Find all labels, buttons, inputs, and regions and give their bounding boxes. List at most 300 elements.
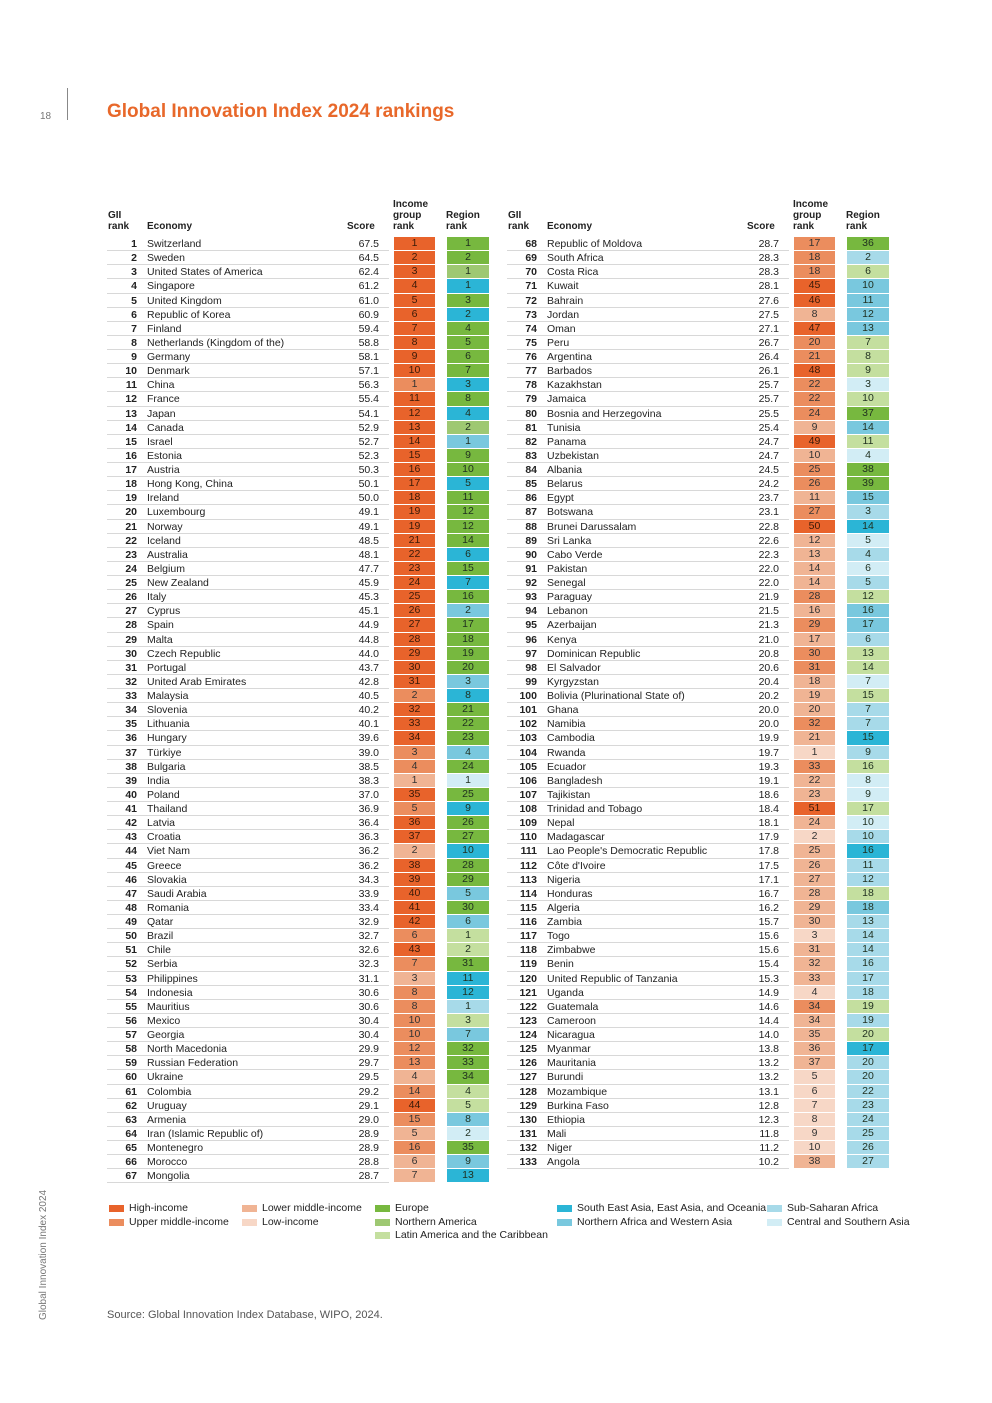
score-cell: 13.1: [758, 1085, 779, 1098]
income-rank-cell: 22: [794, 774, 835, 787]
region-rank-cell: 34: [447, 1070, 489, 1083]
economy-cell: Spain: [147, 619, 174, 632]
income-rank-cell: 48: [794, 364, 835, 377]
legend-swatch: [375, 1232, 390, 1239]
income-rank-cell: 30: [794, 915, 835, 928]
table-row: [507, 647, 889, 661]
region-rank-cell: 7: [447, 1028, 489, 1041]
table-row: [507, 477, 889, 491]
gii-rank-cell: 54: [125, 986, 137, 999]
gii-rank-cell: 109: [519, 817, 537, 830]
income-rank-cell: 44: [394, 1099, 435, 1112]
gii-rank-cell: 88: [525, 520, 537, 533]
header-region-rank: Region rank: [446, 210, 480, 232]
score-cell: 32.7: [358, 930, 379, 943]
table-row: [507, 463, 889, 477]
region-rank-cell: 36: [847, 237, 889, 250]
economy-cell: Cabo Verde: [547, 548, 603, 561]
economy-cell: Mauritius: [147, 1000, 190, 1013]
region-rank-cell: 9: [447, 802, 489, 815]
income-rank-cell: 30: [394, 661, 435, 674]
region-rank-cell: 20: [447, 661, 489, 674]
gii-rank-cell: 31: [125, 661, 137, 674]
economy-cell: Uganda: [547, 986, 584, 999]
table-row: [107, 703, 489, 717]
region-rank-cell: 9: [847, 788, 889, 801]
gii-rank-cell: 91: [525, 562, 537, 575]
region-rank-cell: 3: [447, 294, 489, 307]
income-rank-cell: 14: [794, 576, 835, 589]
gii-rank-cell: 83: [525, 449, 537, 462]
gii-rank-cell: 47: [125, 887, 137, 900]
table-row: [107, 788, 489, 802]
economy-cell: Qatar: [147, 916, 174, 928]
table-row: [507, 534, 889, 548]
table-row: [507, 251, 889, 265]
table-row: [507, 816, 889, 830]
table-row: [507, 901, 889, 915]
score-cell: 21.3: [758, 619, 779, 632]
table-row: [107, 265, 489, 279]
table-row: [107, 590, 489, 604]
legend-label: South East Asia, East Asia, and Oceania: [577, 1202, 767, 1214]
region-rank-cell: 4: [447, 746, 489, 759]
region-rank-cell: 9: [447, 1155, 489, 1168]
income-rank-cell: 37: [794, 1056, 835, 1069]
score-cell: 30.6: [358, 1000, 379, 1013]
table-row: [107, 350, 489, 364]
gii-rank-cell: 5: [131, 294, 137, 307]
region-rank-cell: 19: [847, 1000, 889, 1013]
economy-cell: Thailand: [147, 803, 188, 815]
economy-cell: Estonia: [147, 449, 183, 462]
score-cell: 20.8: [758, 647, 779, 660]
table-row: [107, 1028, 489, 1042]
table-row: [107, 520, 489, 534]
region-rank-cell: 5: [847, 576, 889, 589]
economy-cell: Oman: [547, 322, 576, 335]
gii-rank-cell: 23: [125, 548, 137, 561]
income-rank-cell: 16: [394, 1141, 435, 1154]
income-rank-cell: 51: [794, 802, 835, 815]
score-cell: 28.3: [758, 252, 779, 265]
score-cell: 62.4: [358, 266, 379, 279]
region-rank-cell: 11: [847, 435, 889, 448]
table-row: [507, 986, 889, 1000]
score-cell: 57.1: [358, 365, 379, 378]
region-rank-cell: 32: [447, 1042, 489, 1055]
income-rank-cell: 19: [794, 689, 835, 702]
economy-cell: Belgium: [147, 562, 185, 575]
score-cell: 20.4: [758, 675, 779, 688]
economy-cell: Poland: [147, 788, 180, 801]
score-cell: 30.4: [358, 1029, 379, 1041]
region-rank-cell: 15: [847, 689, 889, 702]
economy-cell: Namibia: [547, 718, 586, 731]
score-cell: 33.9: [358, 887, 379, 900]
region-rank-cell: 12: [447, 520, 489, 533]
table-row: [107, 407, 489, 421]
income-rank-cell: 12: [394, 407, 435, 420]
region-rank-cell: 27: [847, 1155, 889, 1168]
region-rank-cell: 13: [847, 647, 889, 660]
region-rank-cell: 1: [447, 279, 489, 292]
table-row: [107, 1099, 489, 1113]
economy-cell: Lao People's Democratic Republic: [547, 845, 708, 858]
score-cell: 61.0: [358, 294, 379, 307]
region-rank-cell: 10: [447, 844, 489, 857]
gii-rank-cell: 27: [125, 605, 137, 618]
region-rank-cell: 5: [447, 1099, 489, 1112]
economy-cell: Dominican Republic: [547, 647, 641, 660]
income-rank-cell: 39: [394, 873, 435, 886]
region-rank-cell: 12: [847, 873, 889, 886]
gii-rank-cell: 103: [519, 732, 537, 745]
income-rank-cell: 14: [394, 1085, 435, 1098]
income-rank-cell: 26: [794, 859, 835, 872]
economy-cell: Czech Republic: [147, 647, 221, 660]
table-row: [507, 308, 889, 322]
region-rank-cell: 10: [847, 830, 889, 843]
score-cell: 18.4: [758, 803, 779, 815]
table-row: [507, 760, 889, 774]
table-row: [507, 1127, 889, 1141]
gii-rank-cell: 2: [131, 252, 137, 265]
economy-cell: Tunisia: [547, 421, 581, 434]
gii-rank-cell: 123: [519, 1014, 537, 1027]
table-row: [107, 661, 489, 675]
table-row: [107, 378, 489, 392]
region-rank-cell: 8: [447, 689, 489, 702]
gii-rank-cell: 57: [125, 1029, 137, 1041]
economy-cell: Niger: [547, 1142, 573, 1154]
table-row: [107, 435, 489, 449]
region-rank-cell: 2: [847, 251, 889, 264]
economy-cell: Netherlands (Kingdom of the): [147, 336, 285, 349]
score-cell: 30.6: [358, 986, 379, 999]
gii-rank-cell: 39: [125, 774, 137, 787]
score-cell: 11.8: [759, 1127, 779, 1140]
gii-rank-cell: 7: [131, 322, 137, 335]
region-rank-cell: 5: [447, 336, 489, 349]
income-rank-cell: 10: [394, 1028, 435, 1041]
region-rank-cell: 17: [847, 802, 889, 815]
table-row: [507, 520, 889, 534]
income-rank-cell: 34: [794, 1000, 835, 1013]
income-rank-cell: 1: [394, 378, 435, 391]
income-rank-cell: 18: [794, 675, 835, 688]
region-rank-cell: 26: [447, 816, 489, 829]
region-rank-cell: 1: [447, 435, 489, 448]
income-rank-cell: 26: [794, 477, 835, 490]
income-rank-cell: 34: [394, 731, 435, 744]
economy-cell: Brazil: [147, 930, 174, 943]
economy-cell: Senegal: [547, 577, 586, 589]
table-row: [507, 830, 889, 844]
legend-swatch: [109, 1219, 124, 1226]
table-row: [107, 1113, 489, 1127]
score-cell: 58.1: [358, 351, 379, 363]
economy-cell: Bahrain: [547, 294, 584, 307]
region-rank-cell: 1: [447, 929, 489, 942]
economy-cell: Mexico: [147, 1014, 181, 1027]
region-rank-cell: 9: [847, 746, 889, 759]
income-rank-cell: 2: [394, 251, 435, 264]
table-row: [107, 901, 489, 915]
score-cell: 50.1: [358, 478, 379, 491]
region-rank-cell: 18: [447, 633, 489, 646]
region-rank-cell: 39: [847, 477, 889, 490]
region-rank-cell: 7: [847, 717, 889, 730]
region-rank-cell: 7: [847, 675, 889, 688]
table-row: [507, 505, 889, 519]
gii-rank-cell: 131: [519, 1127, 537, 1140]
region-rank-cell: 15: [447, 562, 489, 575]
table-row: [107, 859, 489, 873]
gii-rank-cell: 24: [125, 562, 137, 575]
region-rank-cell: 4: [447, 1085, 489, 1098]
region-rank-cell: 9: [447, 449, 489, 462]
region-rank-cell: 28: [447, 859, 489, 872]
table-row: [107, 449, 489, 463]
gii-rank-cell: 64: [125, 1127, 137, 1140]
income-rank-cell: 27: [394, 618, 435, 631]
economy-cell: Mali: [547, 1127, 567, 1140]
gii-rank-cell: 79: [525, 393, 537, 406]
income-rank-cell: 21: [394, 534, 435, 547]
score-cell: 37.0: [358, 788, 379, 801]
economy-cell: Algeria: [547, 901, 580, 914]
table-row: [507, 322, 889, 336]
gii-rank-cell: 125: [519, 1043, 537, 1056]
economy-cell: Ethiopia: [547, 1113, 585, 1126]
region-rank-cell: 13: [847, 915, 889, 928]
economy-cell: South Africa: [547, 252, 604, 265]
gii-rank-cell: 81: [525, 421, 537, 434]
region-rank-cell: 17: [847, 1042, 889, 1055]
table-row: [107, 943, 489, 957]
score-cell: 27.1: [758, 322, 779, 335]
income-rank-cell: 20: [794, 336, 835, 349]
income-rank-cell: 40: [394, 887, 435, 900]
score-cell: 44.8: [358, 633, 379, 646]
economy-cell: Georgia: [147, 1029, 185, 1041]
table-header: [107, 198, 489, 237]
gii-rank-cell: 102: [519, 718, 537, 731]
table-row: [107, 957, 489, 971]
table-row: [107, 463, 489, 477]
income-rank-cell: 9: [394, 350, 435, 363]
region-rank-cell: 11: [447, 972, 489, 985]
gii-rank-cell: 6: [131, 308, 137, 321]
region-rank-cell: 14: [447, 534, 489, 547]
gii-rank-cell: 86: [525, 492, 537, 505]
region-rank-cell: 22: [847, 1085, 889, 1098]
gii-rank-cell: 85: [525, 478, 537, 491]
score-cell: 26.7: [758, 336, 779, 349]
score-cell: 60.9: [358, 308, 379, 321]
gii-rank-cell: 35: [125, 718, 137, 731]
gii-rank-cell: 99: [525, 675, 537, 688]
score-cell: 49.1: [358, 520, 379, 533]
income-rank-cell: 13: [394, 1056, 435, 1069]
region-rank-cell: 16: [847, 957, 889, 970]
economy-cell: Myanmar: [547, 1043, 591, 1056]
score-cell: 25.7: [758, 393, 779, 406]
score-cell: 14.4: [758, 1014, 779, 1027]
header-income-rank: Income group rank: [393, 199, 429, 232]
economy-cell: Jamaica: [547, 393, 587, 406]
income-rank-cell: 21: [794, 731, 835, 744]
region-rank-cell: 14: [847, 421, 889, 434]
page-number: 18: [40, 111, 52, 122]
gii-rank-cell: 26: [125, 591, 137, 604]
gii-rank-cell: 17: [125, 464, 137, 476]
score-cell: 36.3: [358, 831, 379, 844]
table-row: [107, 1042, 489, 1056]
table-row: [107, 873, 489, 887]
score-cell: 22.3: [758, 548, 779, 561]
table-row: [507, 675, 889, 689]
economy-cell: Trinidad and Tobago: [547, 803, 643, 815]
region-rank-cell: 7: [847, 336, 889, 349]
table-row: [107, 505, 489, 519]
economy-cell: Saudi Arabia: [147, 887, 207, 900]
table-row: [507, 491, 889, 505]
region-rank-cell: 17: [847, 972, 889, 985]
region-rank-cell: 4: [447, 322, 489, 335]
economy-cell: Cyprus: [147, 605, 181, 618]
region-rank-cell: 12: [847, 590, 889, 603]
header-score: Score: [747, 221, 775, 232]
gii-rank-cell: 55: [125, 1000, 137, 1013]
income-rank-cell: 15: [394, 449, 435, 462]
gii-rank-cell: 52: [125, 958, 137, 971]
economy-cell: Norway: [147, 520, 183, 533]
economy-cell: Angola: [547, 1156, 580, 1169]
economy-cell: Canada: [147, 421, 184, 434]
region-rank-cell: 25: [447, 788, 489, 801]
score-cell: 32.3: [358, 958, 379, 971]
income-rank-cell: 24: [794, 407, 835, 420]
table-row: [507, 873, 889, 887]
income-rank-cell: 29: [794, 618, 835, 631]
region-rank-cell: 16: [847, 844, 889, 857]
income-rank-cell: 19: [394, 505, 435, 518]
gii-rank-cell: 37: [125, 746, 137, 759]
score-cell: 17.9: [758, 831, 779, 844]
economy-cell: Kuwait: [547, 280, 579, 293]
income-rank-cell: 7: [394, 1169, 435, 1182]
region-rank-cell: 5: [847, 534, 889, 547]
income-rank-cell: 9: [794, 421, 835, 434]
income-rank-cell: 18: [394, 491, 435, 504]
table-row: [507, 633, 889, 647]
region-rank-cell: 23: [447, 731, 489, 744]
score-cell: 28.1: [758, 280, 779, 293]
region-rank-cell: 1: [447, 265, 489, 278]
legend-label: Upper middle-income: [129, 1215, 229, 1228]
economy-cell: Iran (Islamic Republic of): [147, 1127, 264, 1140]
table-row: [507, 1085, 889, 1099]
region-rank-cell: 6: [847, 265, 889, 278]
gii-rank-cell: 95: [525, 619, 537, 632]
table-row: [107, 717, 489, 731]
region-rank-cell: 14: [847, 929, 889, 942]
page-title: Global Innovation Index 2024 rankings: [107, 101, 455, 122]
score-cell: 20.2: [758, 690, 779, 702]
table-row: [507, 237, 889, 251]
score-cell: 28.8: [358, 1156, 379, 1169]
score-cell: 19.7: [758, 746, 779, 759]
income-rank-cell: 36: [394, 816, 435, 829]
table-row: [107, 760, 489, 774]
table-row: [107, 1085, 489, 1099]
gii-rank-cell: 82: [525, 435, 537, 448]
economy-cell: Azerbaijan: [547, 619, 597, 632]
legend-item: [242, 1202, 362, 1216]
legend-swatch: [109, 1205, 124, 1212]
income-rank-cell: 3: [794, 929, 835, 942]
income-rank-cell: 16: [394, 463, 435, 476]
score-cell: 15.4: [758, 958, 779, 971]
score-cell: 24.5: [758, 464, 779, 476]
region-rank-cell: 20: [847, 1028, 889, 1041]
gii-rank-cell: 80: [525, 407, 537, 420]
score-cell: 13.2: [758, 1071, 779, 1084]
economy-cell: Montenegro: [147, 1142, 204, 1154]
score-cell: 23.7: [758, 492, 779, 505]
economy-cell: Portugal: [147, 661, 187, 674]
economy-cell: Bulgaria: [147, 760, 186, 773]
income-rank-cell: 5: [794, 1070, 835, 1083]
table-row: [507, 788, 889, 802]
economy-cell: Tajikistan: [547, 788, 591, 801]
score-cell: 36.4: [358, 817, 379, 830]
gii-rank-cell: 41: [125, 803, 137, 815]
gii-rank-cell: 3: [131, 266, 137, 279]
table-row: [107, 1141, 489, 1155]
income-rank-cell: 8: [394, 986, 435, 999]
economy-cell: Malta: [147, 633, 173, 646]
income-rank-cell: 11: [794, 491, 835, 504]
legend-item: [557, 1216, 766, 1230]
score-cell: 20.6: [758, 661, 779, 674]
region-rank-cell: 13: [447, 1169, 489, 1182]
score-cell: 19.3: [758, 760, 779, 773]
table-row: [107, 237, 489, 251]
income-rank-cell: 30: [794, 647, 835, 660]
table-row: [107, 1000, 489, 1014]
gii-rank-cell: 97: [525, 647, 537, 660]
economy-cell: United Kingdom: [147, 294, 222, 307]
table-row: [507, 1099, 889, 1113]
income-rank-cell: 4: [394, 279, 435, 292]
table-row: [507, 1056, 889, 1070]
gii-rank-cell: 115: [520, 901, 537, 914]
score-cell: 38.3: [358, 774, 379, 787]
table-header: [507, 198, 889, 237]
score-cell: 45.9: [358, 577, 379, 589]
table-row: [507, 774, 889, 788]
score-cell: 28.9: [358, 1127, 379, 1140]
region-rank-cell: 1: [447, 774, 489, 787]
gii-rank-cell: 73: [525, 308, 537, 321]
income-rank-cell: 2: [394, 689, 435, 702]
score-cell: 25.4: [758, 421, 779, 434]
region-rank-cell: 19: [847, 1014, 889, 1027]
score-cell: 19.1: [758, 774, 779, 787]
